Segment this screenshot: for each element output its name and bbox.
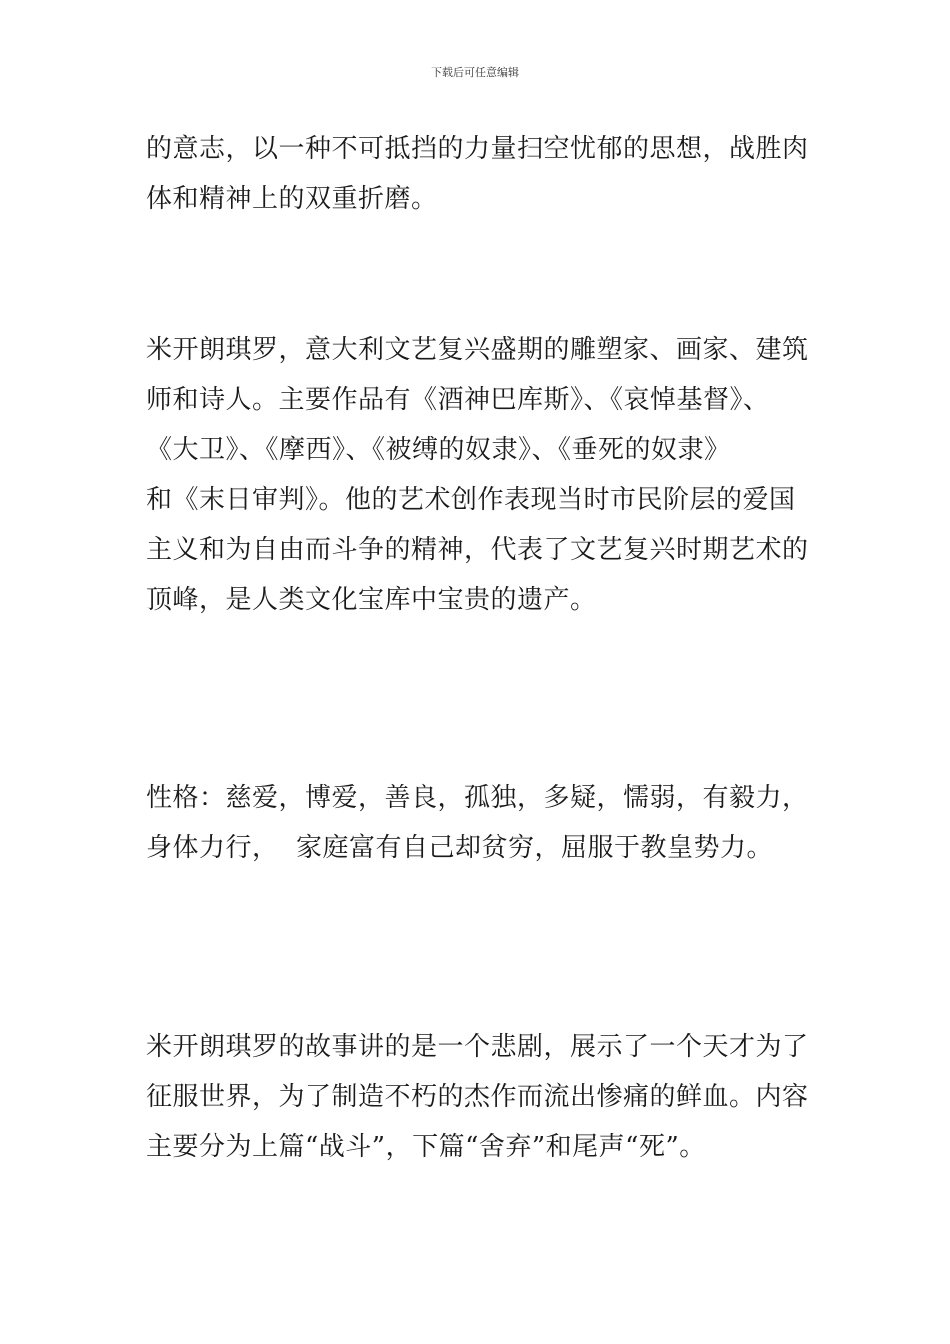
text-line: 米开朗琪罗，意大利文艺复兴盛期的雕塑家、画家、建筑 [146,335,809,365]
text-line: 米开朗琪罗的故事讲的是一个悲剧，展示了一个天才为了 [146,1032,809,1062]
paragraph-2 [146,325,810,625]
text-line: 的意志，以一种不可抵挡的力量扫空忧郁的思想，战胜肉 [146,134,809,164]
text-line: 征服世界，为了制造不朽的杰作而流出惨痛的鲜血。内容 [146,1082,809,1112]
text-line: 体和精神上的双重折磨。 [146,184,438,214]
text-line: 身体力行， 家庭富有自己却贫穷，屈服于教皇势力。 [146,833,774,863]
paragraph-1 [146,124,810,224]
text-line: 和《末日审判》。他的艺术创作表现当时市民阶层的爱国 [146,485,796,515]
text-line: 性格：慈爱，博爱，善良，孤独，多疑，懦弱，有毅力， [146,783,809,813]
text-line: 《大卫》、《摩西》、《被缚的奴隶》、《垂死的奴隶》 [146,435,731,465]
text-line: 师和诗人。主要作品有《酒神巴库斯》、《哀悼基督》、 [146,385,770,415]
paragraph-3 [146,773,810,873]
text-line: 主义和为自由而斗争的精神，代表了文艺复兴时期艺术的 [146,535,809,565]
text-line: 顶峰，是人类文化宝库中宝贵的遗产。 [146,585,597,615]
text-line: 主要分为上篇“战斗”，下篇“舍弃”和尾声“死”。 [146,1132,706,1162]
page-header: 下载后可任意编辑 [431,66,519,79]
paragraph-4 [146,1022,810,1172]
